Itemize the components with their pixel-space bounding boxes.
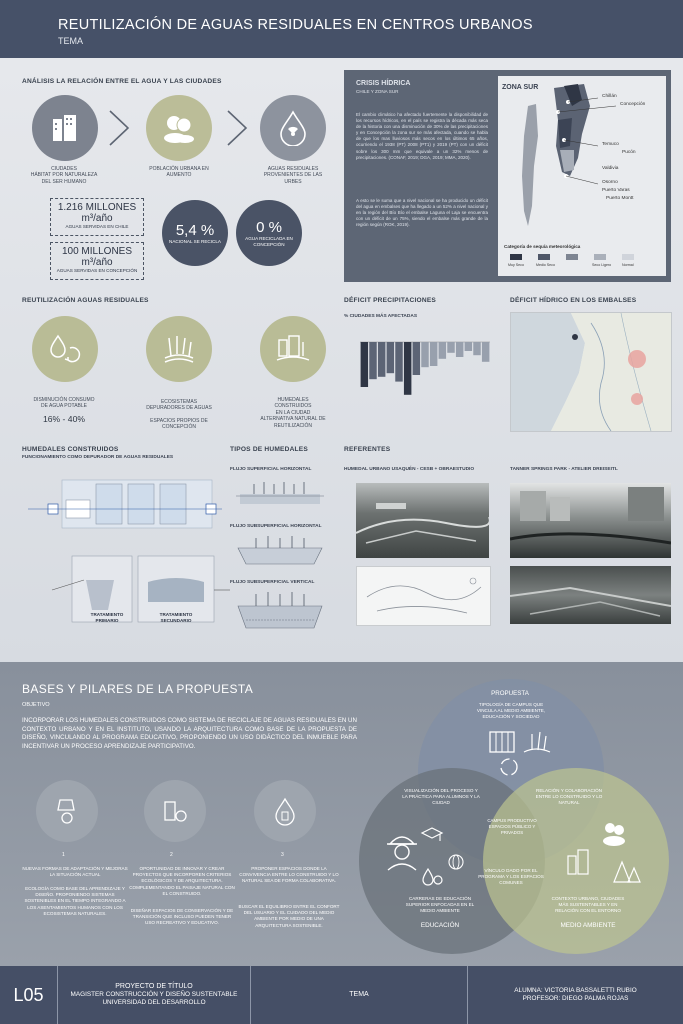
pct-recycled-national: [162, 200, 228, 266]
pct-national-label: NACIONAL SE RECICLA: [169, 239, 221, 244]
referent-1-photo: [356, 483, 489, 558]
deficit-bar: [465, 342, 472, 351]
pillar-3-text-b: BUSCAR EL EQUILIBRIO ENTRE EL CONFORT DEL USUARIO Y EL CUIDADO DEL MEDIO AMBIENTE POR MEDIO DE UNA ARQUITECTURA SOSTENIBLE.: [238, 904, 340, 928]
referent-2-photo: [510, 483, 671, 558]
deficit-bar: [387, 342, 394, 373]
deficit-bar: [447, 342, 454, 353]
pct-national-value: 5,4 %: [175, 222, 215, 239]
deficit-bar: [395, 342, 402, 382]
deficit-bar: [378, 342, 385, 377]
venn-top-text: TIPOLOGÍA DE CAMPUS QUE VINCULA AL MEDIO AMBIENTE, EDUCACIÓN Y SOCIEDAD: [476, 702, 546, 719]
wastewater-drop-icon: [260, 95, 326, 161]
footer-tema: TEMA: [349, 991, 369, 998]
reuse-caption-1: DISMINUCIÓN CONSUMO DE AGUA POTABLE: [33, 397, 95, 410]
deficit-bar: [421, 342, 428, 367]
pillar-1-text-a: NUEVAS FORMAS DE ADAPTACIÓN Y MEJORAS LA SITUACIÓN ACTUAL: [22, 866, 128, 878]
footer-authors: [468, 966, 683, 1024]
venn-tl-text: VISUALIZACIÓN DEL PROCESO Y LA PRÁCTICA PARA ALUMNOS Y LA CIUDAD: [402, 788, 480, 805]
crisis-text-1: El cambio climático ha afectado fuertemente la disponibilidad de los recursos hídricos, en el país se registra la década más seca de la historia con una disminución de 30% de las precipitaciones y en Concepción la zona sur se más afectada, cuando se habla de que los mas lluviosos más secos en los últimos 65 años, ocurriendo el 1938 (PT) 2008 (PT1) y 2019 (PT) con un déficit sobre los 300 mm que equivale a un 32% menos de precipitaciones. (CONAF, 2019; DGA, 2019; MMA, 2020).: [356, 112, 488, 160]
referent-1-plan: [356, 566, 491, 626]
objective-text: INCORPORAR LOS HUMEDALES CONSTRUIDOS COMO SISTEMA DE RECICLAJE DE AGUAS RESIDUALES EN UN CONTEXTO URBANO Y EN EL INSTITUTO, USANDO LA ARQUITECTURA COMO BASE DE LA PROPUESTA DE DISEÑO, VINCULANDO AL PROGRAMA EDUCATIVO, PROPONIENDO UN USO DIDÁCTICO DEL INMUEBLE PARA INCENTIVAR UN PROCESO APRENDIZAJE PARTICIPATIVO.: [22, 717, 357, 750]
type-2-label: FLUJO SUBSUPERFICIAL HORIZONTAL: [230, 524, 322, 529]
analysis-caption-3: AGUAS RESIDUALES PROVENIENTES DE LAS URBES: [263, 166, 323, 185]
footer-code: [0, 966, 58, 1024]
stat-concepcion-box: [50, 242, 144, 280]
legend-medio-seco: Medio Seco: [536, 263, 555, 267]
pillar-1-icon: [36, 780, 98, 842]
types-title: TIPOS DE HUMEDALES: [230, 446, 308, 453]
deficit-bar: [430, 342, 437, 366]
deficit-bar-chart: [344, 326, 496, 422]
city-puerto-varas: Puerto Varas: [602, 188, 630, 193]
primary-treatment-label: TRATAMIENTO PRIMARIO: [90, 612, 124, 623]
deficit-title: DÉFICIT PRECIPITACIONES: [344, 297, 437, 304]
crisis-title: CRISIS HÍDRICA: [356, 80, 411, 87]
pillar-1-number: 1: [62, 852, 65, 858]
stat-chile-unit: m³/año: [81, 213, 113, 224]
deficit-bar: [413, 342, 420, 375]
pct-recycled-concepcion: [236, 200, 302, 266]
city-puerto-montt: Puerto Montt: [606, 196, 634, 201]
pillar-1-text-b: ECOLOGÍA COMO BASE DEL APRENDIZAJE Y DISEÑO. PROPONIENDO SISTEMAS SOSTENIBLES EN EL TIEMPO INTEGRANDO A LOS ASENTAMIENTOS HUMANOS CON LOS ECOSISTEMAS NATURALES.: [24, 886, 126, 916]
legend-title: Categoría de sequía meteorológica: [504, 244, 581, 249]
city-icon: [32, 95, 98, 161]
pillar-3-number: 3: [281, 852, 284, 858]
chevron-right-icon: [224, 108, 250, 153]
footer-university: UNIVERSIDAD DEL DESARROLLO: [102, 999, 206, 1006]
objective-label: OBJETIVO: [22, 702, 50, 708]
water-recycle-icon: [32, 316, 98, 382]
globe-icon: [446, 852, 466, 877]
footer-profesor: PROFESOR: DIEGO PALMA ROJAS: [522, 995, 629, 1002]
crisis-text-2: A esto se le suma que a nivel nacional se ha producido un déficit del agua en embalses que ha llegado a un 52% a nivel nacional y en la región del Bío Bío el embalse Laguna el Laja se encuentra con un déficit de un 75%, siendo el embalse más grande de la región según (ROK, 2019).: [356, 198, 488, 228]
city-pucon: Pucón: [622, 150, 636, 155]
stat-concepcion-value: 100 MILLONES: [61, 246, 133, 257]
pct-concepcion-value: 0 %: [256, 218, 282, 236]
venn-left-title: EDUCACIÓN: [420, 922, 460, 929]
constructed-title: HUMEDALES CONSTRUIDOS: [22, 446, 119, 453]
population-icon: [146, 95, 212, 161]
referent-2-label: TANNER SPRINGS PARK - ATELIER DREISEITL: [510, 467, 618, 472]
legend-muy-seco: Muy Seco: [508, 263, 524, 267]
deficit-bar: [482, 342, 489, 362]
footer-program: [58, 966, 251, 1024]
graduation-cap-icon: [420, 826, 444, 849]
venn-top-title: PROPUESTA: [491, 690, 529, 697]
map-title: ZONA SUR: [502, 84, 539, 91]
city-temuco: Temuco: [602, 142, 619, 147]
venn-right-title: MEDIO AMBIENTE: [560, 922, 616, 929]
deficit-bar: [456, 342, 463, 357]
footer-theme: [251, 966, 468, 1024]
treatment-diagram: [22, 470, 232, 630]
deficit-bar: [404, 342, 411, 395]
deficit-chart-subtitle: % CIUDADES MÁS AFECTADAS: [344, 314, 418, 319]
city-chillan: Chillán: [602, 94, 617, 99]
pillar-2-number: 2: [170, 852, 173, 858]
referent-1-label: HUMEDAL URBANO USAQUÉN - CESB + OBRAESTUDIO: [344, 467, 475, 472]
embalses-map: [510, 312, 672, 432]
type-3-diagram: [234, 590, 326, 632]
trees-icon: [612, 858, 642, 893]
referents-title: REFERENTES: [344, 446, 391, 453]
legend-seco-ligero: Seco Ligero: [592, 263, 612, 267]
stat-chile-label: AGUAS SERVIDAS EN CHILE: [65, 224, 129, 229]
stat-chile-value: 1.216 MILLONES: [57, 202, 137, 213]
analysis-caption-1: CIUDADES HÁBITAT POR NATURALEZA DEL SER HUMANO: [30, 166, 98, 185]
type-1-label: FLUJO SUPERFICIAL HORIZONTAL: [230, 467, 312, 472]
recycle-icon: [498, 756, 520, 783]
embalses-title: DÉFICIT HÍDRICO EN LOS EMBALSES: [510, 297, 637, 304]
stat-concepcion-unit: m³/año: [81, 257, 113, 268]
type-3-label: FLUJO SUBSUPERFICIAL VERTICAL: [230, 580, 315, 585]
reuse-caption-3: HUMEDALES CONSTRUIDOS EN LA CIUDAD ALTERNATIVA NATURAL DE REUTILIZACIÓN: [260, 397, 326, 429]
pillar-3-icon: [254, 780, 316, 842]
type-2-diagram: [234, 534, 326, 570]
footer-alumna: ALUMNA: VICTORIA BASSALETTI RUBIO: [514, 987, 637, 994]
type-1-diagram: [234, 478, 326, 510]
secondary-treatment-label: TRATAMIENTO SECUNDARIO: [159, 612, 193, 623]
header-bar: [0, 0, 683, 58]
water-drops-icon: [420, 866, 444, 893]
deficit-bar: [369, 342, 376, 379]
city-osorno: Osorno: [602, 180, 618, 185]
city-valdivia: Valdivia: [602, 166, 619, 171]
city-buildings-icon: [566, 846, 596, 881]
page-title: REUTILIZACIÓN DE AGUAS RESIDUALES EN CENTROS URBANOS: [58, 17, 533, 33]
venn-tr-text: RELACIÓN Y COLABORACIÓN ENTRE LO CONSTRUIDO Y LO NATURAL: [535, 788, 603, 805]
venn-left-text: CARRERAS DE EDUCACIÓN SUPERIOR ENFOCADAS EN EL MEDIO AMBIENTE: [405, 896, 475, 913]
footer-project: PROYECTO DE TÍTULO: [115, 983, 193, 990]
venn-bottom-text: VÍNCULO DADO POR EL PROGRAMA Y LOS ESPACIOS COMUNES: [478, 868, 544, 885]
proposal-title: BASES Y PILARES DE LA PROPUESTA: [22, 682, 254, 696]
stat-concepcion-label: AGUAS SERVIDAS EN CONCEPCIÓN: [56, 268, 138, 273]
chevron-right-icon: [106, 108, 132, 153]
city-concepcion: Concepción: [620, 102, 646, 107]
reuse-title: REUTILIZACIÓN AGUAS RESIDUALES: [22, 297, 149, 304]
reuse-value-1: 16% - 40%: [42, 414, 86, 424]
pillar-2-text-b: DISEÑAR ESPACIOS DE CONSERVACIÓN Y DE TRANSICIÓN QUE INCLUSO PUEDEN TENER USO RECREATIVO Y EDUCATIVO.: [130, 908, 234, 926]
constructed-subtitle: FUNCIONAMIENTO COMO DEPURADOR DE AGUAS RESIDUALES: [22, 455, 174, 460]
building-icon: [488, 730, 518, 759]
pillar-3-text-a: PROPONER ESPACIOS DONDE LA CONVIVENCIA ENTRE LO CONSTRUIDO Y LO NATURAL SEA DE FORMA COLABORATIVA.: [239, 866, 339, 884]
crisis-panel: [344, 70, 671, 282]
footer-magister: MAGISTER CONSTRUCCIÓN Y DISEÑO SUSTENTABLE: [70, 991, 238, 998]
sheet-code: L05: [13, 985, 44, 1005]
pillar-2-icon: [144, 780, 206, 842]
deficit-bar: [473, 342, 480, 355]
venn-right-text: CONTEXTO URBANO, CIUDADES MÁS SUSTENTABLES Y EN RELACIÓN CON EL ENTORNO: [551, 896, 625, 913]
pct-concepcion-label: AGUA RECICLADA EN CONCEPCIÓN: [245, 235, 293, 247]
analysis-title: ANÁLISIS LA RELACIÓN ENTRE EL AGUA Y LAS CIUDADES: [22, 78, 222, 85]
people-icon: [600, 820, 630, 851]
crisis-subtitle: CHILE Y ZONA SUR: [356, 89, 399, 94]
deficit-bar: [439, 342, 446, 359]
zona-sur-map: [498, 76, 666, 276]
legend-normal: Normal: [622, 263, 634, 267]
pillar-2-text-a: OPORTUNIDAD DE INNOVAR Y CREAR PROYECTOS QUE INCORPOREN CRITERIOS ECOLÓGICOS Y DE ARQUITECTURA. COMPLEMENTANDO EL PAISAJE NATURAL CON EL CONSTRUIDO.: [129, 866, 235, 896]
landscape-icon: [522, 730, 552, 761]
page-subtitle: TEMA: [58, 36, 84, 46]
referent-2-photo-2: [510, 566, 671, 624]
worker-helmet-icon: [384, 828, 420, 877]
deficit-bar: [361, 342, 368, 387]
stat-chile-box: [50, 198, 144, 236]
venn-center-text: CAMPUS PRODUCTIVO ESPACIOS PÚBLICO Y PRIVADOS: [487, 818, 537, 835]
urban-wetland-icon: [260, 316, 326, 382]
analysis-caption-2: POBLACIÓN URBANA EN AUMENTO: [149, 166, 209, 179]
reuse-caption-2: ECOSISTEMAS DEPURADORES DE AGUAS: [146, 399, 212, 412]
ecosystem-reeds-icon: [146, 316, 212, 382]
reuse-sub-2: ESPACIOS PROPIOS DE CONCEPCIÓN: [150, 418, 208, 431]
